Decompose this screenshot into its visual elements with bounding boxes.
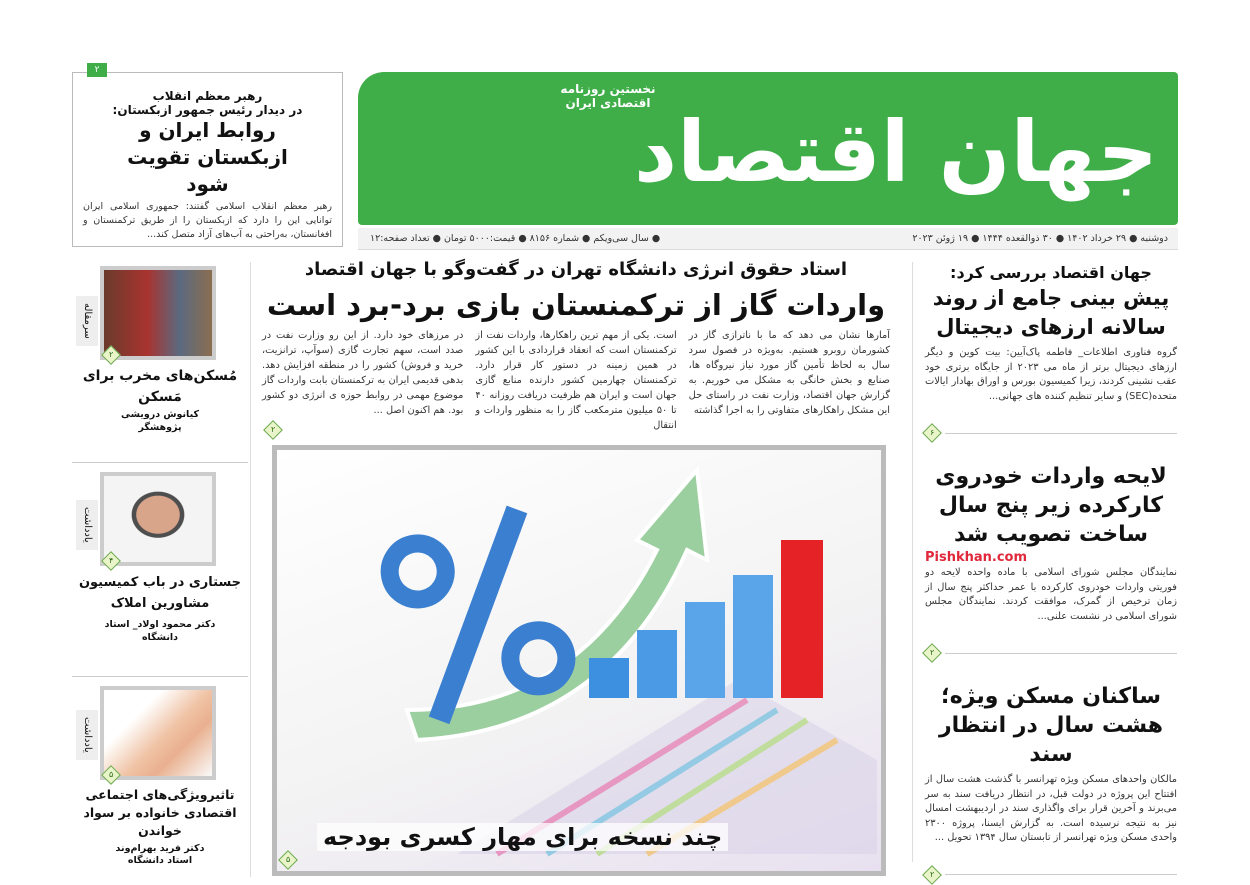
page-badge: ۲ [922, 643, 942, 663]
divider [925, 426, 1177, 440]
top-news-box[interactable] [72, 65, 343, 247]
section-label: سرمقاله [76, 296, 98, 346]
column-divider [912, 262, 913, 862]
lead-column: است. یکی از مهم ترین راهکارها، واردات نفت از ترکمنستان است که انعقاد قراردادی با این کشور در همین زمینه در دستور کار قرار دارد. ترکمنستان چهارمین کشور دارنده منابع گازی جهان است و ایران هم ظرفیت دریافت روزانه ۴۰ تا ۵۰ میلیون مترمکعب گاز را به منظور واردات و انتقال [475, 330, 677, 431]
lead-image[interactable] [272, 445, 886, 876]
divider [925, 868, 1177, 882]
column-divider [250, 262, 251, 877]
page-number-badge: ۲ [87, 63, 107, 77]
author-photo [100, 472, 216, 566]
page-badge: ۴ [101, 551, 121, 571]
page-badge: ۲ [922, 865, 942, 885]
logo: جهان اقتصاد [634, 103, 1158, 201]
opinion-title: تاثیرویژگی‌های اجتماعی اقتصادی خانواده بر سواد خواندن [83, 787, 237, 838]
page-badge: ۵ [278, 850, 298, 870]
tagline [548, 82, 668, 110]
kicker: رهبر معظم انقلاب [152, 89, 263, 103]
story-summary: مالکان واحدهای مسکن ویژه تهرانسر با گذشت هشت سال از افتتاح این پروژه در دولت قبل، در انتظار دریافت سند به سر می‌برند و آخرین قرار برای واگذاری سند در اردیبهشت امسال نیز به نتیجه نرسیده است. به گزارش ایسنا، پروژه ۲۳۰۰ واحدی مسکن ویژه تهرانسر از تابستان سال ۱۳۹۴ تحویل ... [925, 774, 1177, 844]
page-badge: ۲ [263, 420, 283, 440]
opinion-title: جستاری در باب کمیسیون مشاورین املاک [78, 575, 242, 611]
story-headline: لایحه واردات خودروی کارکرده زیر پنج سال ساخت تصویب شد [935, 464, 1167, 548]
divider [72, 676, 248, 677]
percent-chart-illustration [277, 450, 881, 854]
lead-headline: واردات گاز از ترکمنستان بازی برد-برد است [266, 288, 886, 322]
author: دکتر محمود اولاد_ استاد [104, 619, 216, 630]
kicker: در دیدار رئیس جمهور ازبکستان: [112, 103, 303, 117]
right-story[interactable] [925, 462, 1177, 624]
author: کیانوش درویشی [120, 409, 199, 420]
headline: روابط ایران و ازبکستان تقویت شود [127, 118, 288, 196]
tagline-line: اقتصادی ایران [565, 96, 651, 110]
divider [925, 646, 1177, 660]
percent-icon [382, 506, 574, 724]
story-headline: پیش بینی جامع از روند سالانه ارزهای دیجیتال [932, 286, 1170, 339]
story-kicker: جهان اقتصاد بررسی کرد: [950, 263, 1152, 282]
dateline [358, 228, 1178, 250]
author-role: دانشگاه [141, 632, 179, 643]
opinion-item[interactable] [72, 686, 248, 883]
opinion-title: مُسکن‌های مخرب برای مَسکن [82, 368, 238, 405]
right-column [925, 262, 1177, 882]
story-headline: ساکنان مسکن ویژه؛ هشت سال در انتظار سند [939, 684, 1163, 768]
opinion-item[interactable] [72, 472, 248, 672]
issue-info: ● سال سی‌ویکم ● شماره ۸۱۵۶ ● قیمت:۵۰۰۰ تومان ● تعداد صفحه:۱۲ [370, 233, 661, 244]
right-story[interactable] [925, 682, 1177, 846]
lead-story[interactable] [262, 258, 890, 880]
section-label: یادداشت [76, 710, 98, 760]
author: دکتر فرید بهرام‌وند [115, 843, 205, 854]
right-story[interactable] [925, 262, 1177, 404]
author-photo [100, 266, 216, 360]
section-label: یادداشت [76, 500, 98, 550]
masthead [358, 72, 1178, 225]
divider [72, 462, 248, 463]
author-role: پژوهشگر [138, 422, 182, 433]
story-summary: گروه فناوری اطلاعات_ فاطمه پاک‌آیین: بیت کوین و دیگر ارزهای دیجیتال برتر از ماه می ۲۰۲۳ از جایگاه برتری خود عقب نشینی کردند، زیرا کمیسیون بورس و اوراق بهادار ایالات متحده(SEC) و سایر تنظیم کننده های جهانی... [925, 347, 1177, 402]
opinion-item[interactable] [72, 266, 248, 460]
summary: رهبر معظم انقلاب اسلامی گفتند: جمهوری اسلامی ایران توانایی این را دارد که ازبکستان را از طریق ترکمنستان و افغانستان، به‌راحتی به آب‌های آزاد متصل کند... [83, 201, 332, 240]
story-summary: نمایندگان مجلس شورای اسلامی با ماده واحده لایحه دو فوریتی واردات خودروی کارکرده با عمر حداکثر پنج سال از زمان ترخیص از گمرک، موافقت کردند. نمایندگان مجلس شورای اسلامی در نشست علنی... [925, 567, 1177, 622]
pen-writing-photo [100, 686, 216, 780]
date: دوشنبه ● ۲۹ خرداد ۱۴۰۲ ● ۳۰ ذوالقعده ۱۴۴۴ ● ۱۹ ژوئن ۲۰۲۳ [912, 233, 1168, 244]
lead-column: آمارها نشان می دهد که ما با ناترازی گاز در کشورمان روبرو هستیم. به‌ویژه در فصول سرد سال به لحاظ تأمین گاز مورد نیاز نیروگاه ها، صنایع و بخش خانگی به مشکل می خوریم. به گزارش جهان اقتصاد، وزارت نفت در راستای حل این مشکل راهکارهای متفاوتی را به اجرا گذاشته [688, 330, 890, 416]
page-badge: ۶ [922, 423, 942, 443]
page-badge: ۲ [101, 345, 121, 365]
author-role: استاد دانشگاه [127, 855, 193, 866]
lead-column: در مرزهای خود دارد. از این رو وزارت نفت در صدد است، سهم تجارت گازی (سوآپ، ترانزیت، خرید و فروش) کشور را در منطقه افزایش دهد. بدهی قدیمی ایران به ترکمنستان بابت واردات گاز موضوع مهمی در روابط حوزه ی انرژی دو کشور بود. هم اکنون اصل ... [262, 330, 464, 416]
tagline-line: نخستین روزنامه [560, 82, 656, 96]
page-badge: ۵ [101, 765, 121, 785]
watermark: Pishkhan.com [925, 550, 1028, 566]
lead-kicker: استاد حقوق انرژی دانشگاه تهران در گفت‌وگو با جهان اقتصاد [304, 259, 848, 280]
image-caption: چند نسخه برای مهار کسری بودجه [317, 823, 728, 851]
